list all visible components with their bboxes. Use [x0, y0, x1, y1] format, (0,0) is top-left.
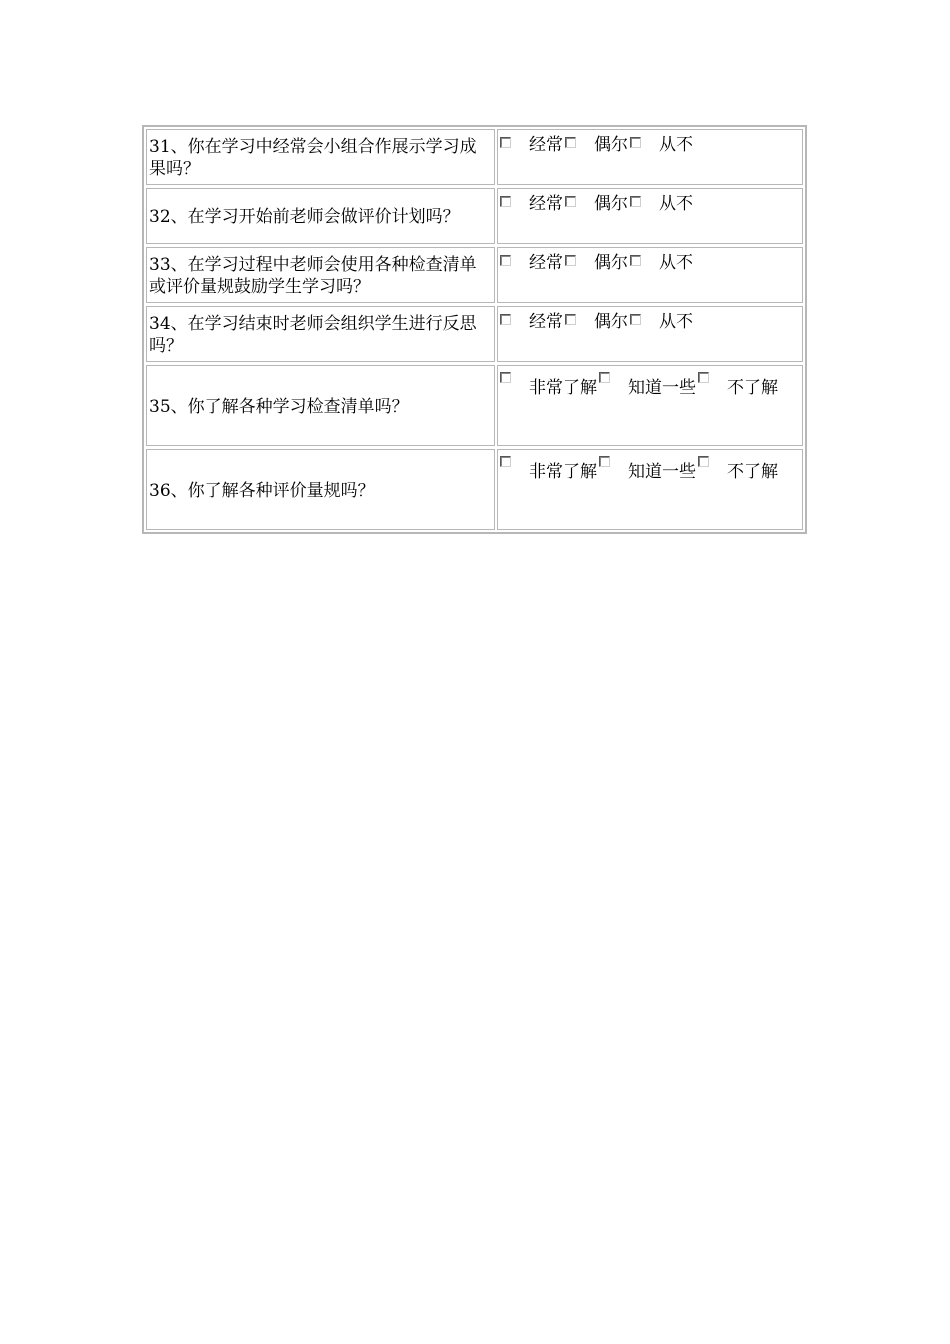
- option-label: 非常了解: [529, 462, 597, 482]
- question-text: 35、你了解各种学习检查清单吗？: [149, 396, 409, 417]
- option-label: 偶尔: [594, 312, 628, 332]
- option-label: 从不: [659, 312, 693, 332]
- question-row-35: [145, 364, 804, 447]
- answer-cell: [497, 306, 803, 362]
- option-label: 偶尔: [594, 135, 628, 155]
- checkbox-sometimes[interactable]: [565, 196, 576, 207]
- question-row-33: [145, 246, 804, 304]
- question-text: 33、在学习过程中老师会使用各种检查清单或评价量规鼓励学生学习吗？: [149, 255, 477, 297]
- answer-cell: [497, 188, 803, 244]
- option-label: 从不: [659, 194, 693, 214]
- checkbox-know-some[interactable]: [599, 372, 610, 383]
- checkbox-often[interactable]: [500, 314, 511, 325]
- question-cell: [146, 129, 495, 185]
- survey-table: [142, 125, 807, 534]
- checkbox-often[interactable]: [500, 196, 511, 207]
- checkbox-never[interactable]: [630, 314, 641, 325]
- option-label: 从不: [659, 253, 693, 273]
- option-label: 非常了解: [529, 378, 597, 398]
- checkbox-sometimes[interactable]: [565, 314, 576, 325]
- checkbox-never[interactable]: [630, 196, 641, 207]
- question-text: 36、你了解各种评价量规吗？: [149, 480, 375, 501]
- option-label: 知道一些: [628, 462, 696, 482]
- question-text: 34、在学习结束时老师会组织学生进行反思吗？: [149, 314, 477, 356]
- option-label: 经常: [529, 135, 563, 155]
- option-label: 不了解: [727, 378, 778, 398]
- option-label: 经常: [529, 194, 563, 214]
- option-label: 从不: [659, 135, 693, 155]
- answer-cell: [497, 365, 803, 446]
- option-label: 偶尔: [594, 194, 628, 214]
- checkbox-know-well[interactable]: [500, 372, 511, 383]
- question-cell: [146, 306, 495, 362]
- option-label: 知道一些: [628, 378, 696, 398]
- option-label: 不了解: [727, 462, 778, 482]
- question-cell: [146, 449, 495, 530]
- checkbox-sometimes[interactable]: [565, 255, 576, 266]
- checkbox-know-well[interactable]: [500, 456, 511, 467]
- checkbox-often[interactable]: [500, 255, 511, 266]
- checkbox-sometimes[interactable]: [565, 137, 576, 148]
- question-row-36: [145, 448, 804, 531]
- option-label: 偶尔: [594, 253, 628, 273]
- checkbox-do-not-know[interactable]: [698, 372, 709, 383]
- checkbox-often[interactable]: [500, 137, 511, 148]
- question-row-34: [145, 305, 804, 363]
- question-row-32: [145, 187, 804, 245]
- answer-cell: [497, 129, 803, 185]
- answer-cell: [497, 247, 803, 303]
- question-cell: [146, 365, 495, 446]
- checkbox-never[interactable]: [630, 255, 641, 266]
- checkbox-never[interactable]: [630, 137, 641, 148]
- checkbox-know-some[interactable]: [599, 456, 610, 467]
- checkbox-do-not-know[interactable]: [698, 456, 709, 467]
- option-label: 经常: [529, 253, 563, 273]
- option-label: 经常: [529, 312, 563, 332]
- answer-cell: [497, 449, 803, 530]
- question-row-31: [145, 128, 804, 186]
- question-text: 32、在学习开始前老师会做评价计划吗？: [149, 207, 460, 227]
- question-cell: [146, 247, 495, 303]
- question-text: 31、你在学习中经常会小组合作展示学习成果吗？: [149, 137, 477, 179]
- question-cell: [146, 188, 495, 244]
